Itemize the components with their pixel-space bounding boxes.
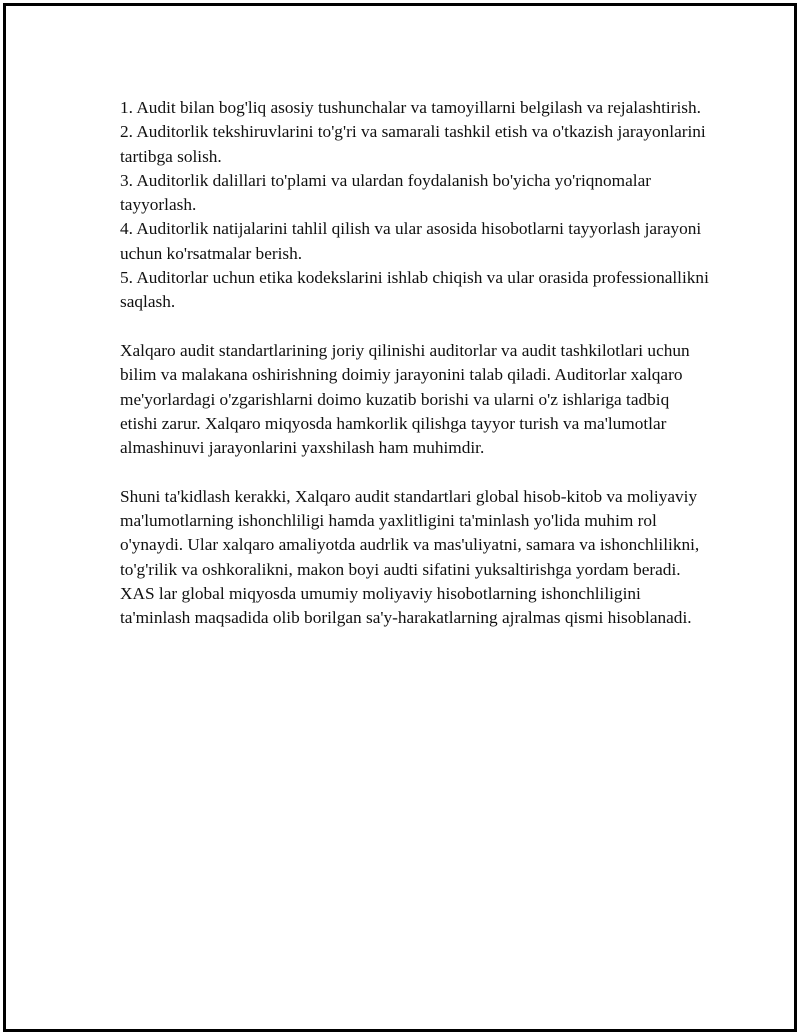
list-item: 1. Audit bilan bog'liq asosiy tushunchalar va tamoyillarni belgilash va rejalashtirish. [120,98,701,117]
list-item: 3. Auditorlik dalillari to'plami va ulardan foydalanish bo'yicha yo'riqnomalar tayyorlash. [120,170,652,215]
numbered-list [120,96,710,315]
list-item: 5. Auditorlar uchun etika kodekslarini ishlab chiqish va ular orasida professionallikni saqlash. [120,268,709,312]
document-body [120,96,710,631]
list-item: 4. Auditorlik natijalarini tahlil qilish va ular asosida hisobotlarni tayyorlash jarayoni uchun ko'rsatmalar berish. [120,219,702,263]
document-page [3,3,797,1032]
list-item: 2. Auditorlik tekshiruvlarini to'g'ri va samarali tashkil etish va o'tkazish jarayonlarini tartibga solish. [120,122,706,166]
paragraph-conclusion: Shuni ta'kidlash kerakki, Xalqaro audit standartlari global hisob-kitob va moliyaviy ma'lumotlarning ishonchliligi hamda yaxlitligini ta'minlash yo'lida muhim rol o'ynaydi. Ular xalqaro amaliyotda audrlik va mas'uliyatni, samara va ishonchlilikni, to'g'rilik va oshkoralikni, makon boyi audti sifatini yuksaltirishga yordam beradi. XAS lar global miqyosda umumiy moliyaviy hisobotlarning ishonchliligini ta'minlash maqsadida olib borilgan sa'y-harakatlarning ajralmas qismi hisoblanadi. [120,486,700,628]
paragraph-standards-implementation: Xalqaro audit standartlarining joriy qilinishi auditorlar va audit tashkilotlari uchun bilim va malakana oshirishning doimiy jarayonini talab qiladi. Auditorlar xalqaro me'yorlardagi o'zgarishlarni doimo kuzatib borishi va ularni o'z ishlariga tadbiq etishi zarur. Xalqaro miqyosda hamkorlik qilishga tayyor turish va ma'lumotlar almashinuvi jarayonlarini yaxshilash ham muhimdir. [120,340,690,458]
